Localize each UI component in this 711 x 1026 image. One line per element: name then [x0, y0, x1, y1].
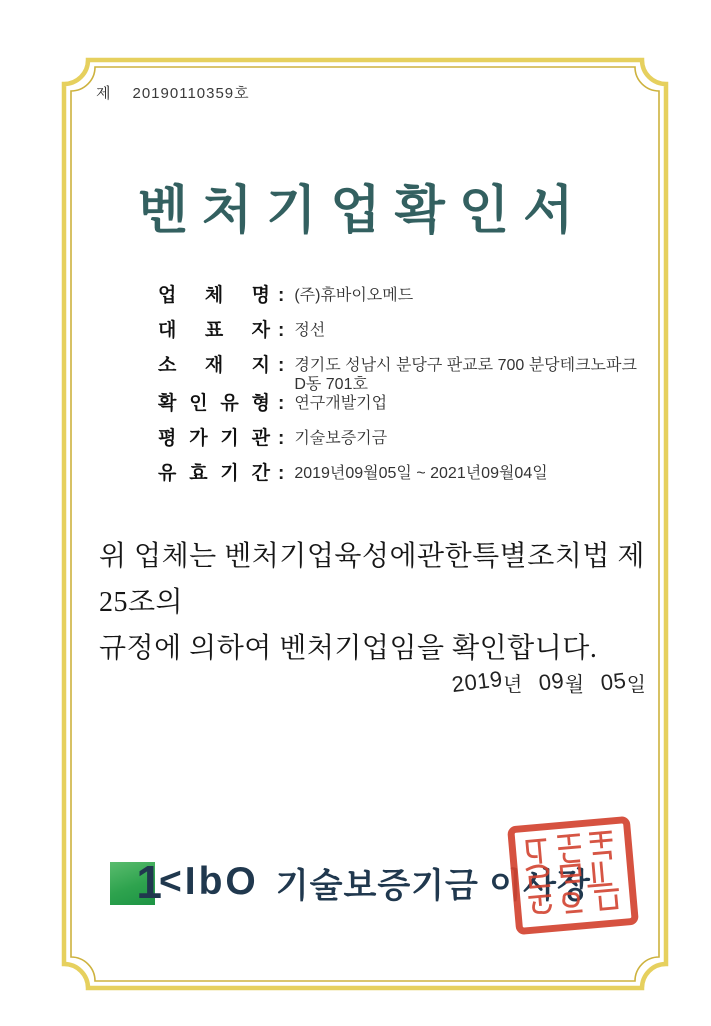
field-label: 대 표 자 — [158, 320, 270, 341]
field-value: (주)휴바이오메드 — [294, 287, 414, 304]
seal-glyph — [527, 840, 547, 863]
corporate-seal-stamp-icon — [505, 814, 640, 938]
statement-line-2: 규정에 의하여 벤처기업임을 확인합니다. — [99, 633, 598, 664]
issue-year: 2019 — [450, 666, 504, 698]
field-colon: : — [278, 393, 285, 414]
field-label: 유 효 기 간 — [158, 463, 270, 484]
document-number — [96, 82, 250, 103]
field-row-representative — [158, 321, 658, 341]
field-label: 평 가 기 관 — [158, 428, 270, 449]
seal-glyph — [527, 865, 549, 887]
issue-day: 05 — [599, 667, 628, 696]
seal-glyph — [561, 865, 580, 883]
field-value: 연구개발기업 — [294, 395, 388, 412]
issue-month: 09 — [537, 667, 566, 696]
issue-day-unit: 일 — [626, 674, 646, 696]
field-row-validity-period — [158, 464, 658, 484]
field-value: 2019년09월05일 ~ 2021년09월04일 — [294, 465, 548, 482]
certificate-title: 벤처기업확인서 — [137, 183, 588, 240]
field-row-address — [158, 356, 658, 394]
document-number-prefix: 제 — [96, 85, 111, 102]
field-value: 경기도 성남시 분당구 판교로 700 분당테크노파크 D동 701호 — [294, 357, 637, 393]
kibo-logo-digit: 1 — [136, 855, 162, 908]
document-number-value: 20190110359호 — [132, 85, 250, 102]
kibo-logo-green-square-icon — [110, 855, 162, 908]
field-label: 확 인 유 형 — [158, 393, 270, 414]
statement-line-1: 위 업체는 벤처기업육성에관한특별조치법 제25조의 — [99, 541, 645, 618]
kibo-logo-wordmark: <IbO — [159, 860, 259, 903]
field-row-evaluation-agency — [158, 429, 658, 449]
field-value: 기술보증기금 — [294, 430, 388, 447]
seal-glyph — [559, 835, 581, 863]
field-label: 소 재 지 — [158, 355, 270, 376]
field-colon: : — [278, 463, 285, 484]
field-colon: : — [278, 428, 285, 449]
field-label: 업 체 명 — [158, 285, 270, 306]
field-row-confirmation-type — [158, 394, 658, 414]
seal-glyph — [530, 896, 551, 914]
seal-glyph — [587, 862, 611, 886]
issue-month-unit: 월 — [564, 674, 585, 696]
seal-glyph — [590, 832, 612, 860]
issue-year-unit: 년 — [502, 674, 523, 696]
seal-glyph — [563, 892, 581, 912]
issue-date — [452, 668, 646, 697]
field-colon: : — [278, 355, 285, 376]
field-row-company-name — [158, 286, 658, 306]
certificate-fields — [158, 286, 658, 499]
field-colon: : — [278, 320, 285, 341]
confirmation-statement — [99, 534, 647, 672]
field-colon: : — [278, 285, 285, 306]
seal-glyph — [595, 890, 618, 910]
issuer-org-title: 기술보증기금 이사장 — [275, 866, 591, 905]
field-value: 정선 — [294, 322, 326, 339]
